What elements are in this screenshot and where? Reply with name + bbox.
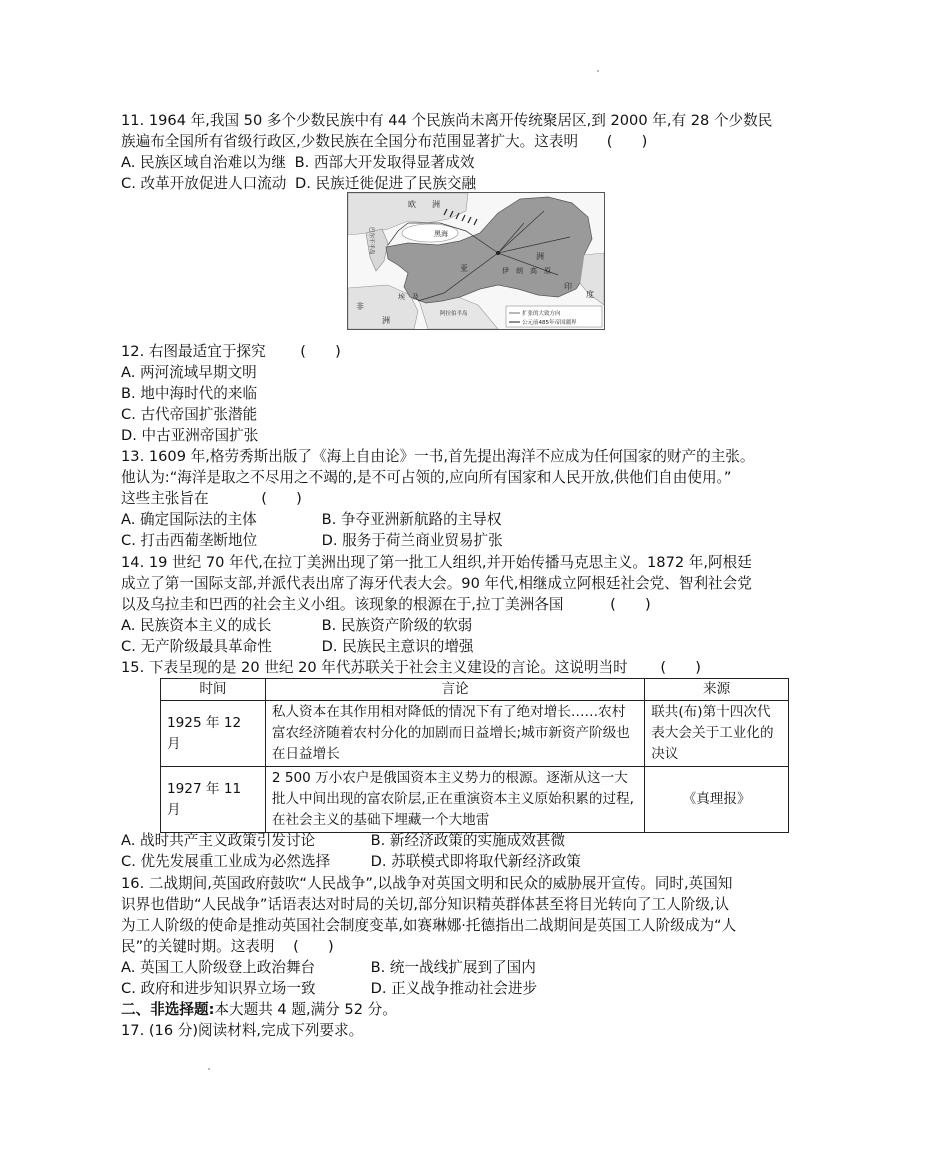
- q12-option-b: B. 地中海时代的来临: [121, 385, 258, 402]
- q11-stem-line-2: [121, 131, 647, 152]
- q12-stem-text: 12. 右图最适宜于探究: [121, 343, 266, 360]
- table-cell-time: 1927 年 11 月: [161, 767, 266, 833]
- black-sea: [402, 224, 458, 242]
- table-header-time: 时间: [161, 679, 266, 701]
- q11-option-d: D. 民族迁徙促进了民族交融: [295, 175, 477, 192]
- q16-option-a: A. 英国工人阶级登上政治舞台: [121, 959, 316, 976]
- scan-dot: [597, 70, 599, 72]
- q16-stem-line-1: 16. 二战期间,英国政府鼓吹“人民战争”,以战争对英国文明和民众的威胁展开宣传。同时,英国知: [121, 875, 733, 892]
- table-cell-source: 联共(布)第十四次代表大会关于工业化的决议: [645, 701, 789, 767]
- q14-options-row-1: [121, 615, 472, 636]
- q12-stem-line: [121, 341, 341, 362]
- q12-answer-paren: ( ): [300, 343, 341, 360]
- map-label-india: 印: [564, 282, 572, 291]
- q16-stem-text: 民”的关键时期。这表明: [121, 938, 275, 955]
- map-label-egypt: 埃 及: [398, 293, 419, 301]
- q15-answer-paren: ( ): [660, 659, 701, 676]
- q13-stem-line-3: [121, 488, 302, 509]
- q14-option-b: B. 民族资产阶级的软弱: [321, 617, 473, 634]
- q11-stem-text: 族遍布全国所有省级行政区,少数民族在全国分布范围显著扩大。这表明: [121, 133, 579, 150]
- q13-stem-line-1: 13. 1609 年,格劳秀斯出版了《海上自由论》一书,首先提出海洋不应成为任何国家的财产的主张。: [121, 448, 755, 465]
- scan-dot: [208, 1068, 210, 1070]
- q11-option-a: A. 民族区域自治难以为继: [121, 154, 286, 171]
- q14-stem-line-2: 成立了第一国际支部,并派代表出席了海牙代表大会。90 年代,相继成立阿根廷社会党、智利社会党: [121, 575, 752, 592]
- q15-quote-table: [160, 678, 789, 833]
- legend-border: 公元前485年帝国疆界: [522, 320, 577, 326]
- q13-options-row-2: [121, 530, 503, 551]
- q14-option-d: D. 民族民主意识的增强: [321, 638, 474, 655]
- q15-option-c: C. 优先发展重工业成为必然选择: [121, 853, 331, 870]
- map-label-europe2: 洲: [432, 200, 440, 209]
- q16-stem-line-3: 为工人阶级的使命是推动英国社会制度变革,如赛琳娜·托德指出二战期间是英国工人阶级成为“人: [121, 917, 737, 934]
- q14-options-row-2: [121, 636, 474, 657]
- map-label-balkan: 巴尔干半岛: [368, 227, 374, 255]
- q13-option-b: B. 争夺亚洲新航路的主导权: [321, 511, 502, 528]
- map-label-africa: 非: [356, 302, 364, 311]
- section2-description: 本大题共 4 题,满分 52 分。: [214, 1001, 397, 1018]
- section2-heading: 二、非选择题:: [121, 1001, 215, 1018]
- q12-option-d: D. 中古亚洲帝国扩张: [121, 427, 259, 444]
- map-label-arabia: 阿拉伯半岛: [440, 311, 468, 317]
- section2-line: [121, 999, 397, 1020]
- table-cell-quote: 私人资本在其作用相对降低的情况下有了绝对增长……农村富农经济随着农村分化的加剧而日益增长;城市新资产阶级也在日益增长: [265, 701, 644, 767]
- map-label-europe: 欧: [408, 200, 416, 209]
- table-cell-quote: 2 500 万小农户是俄国资本主义势力的根源。逐渐从这一大批人中间出现的富农阶层,正在重演资本主义原始积累的过程,在社会主义的基础下埋藏一个大地雷: [265, 767, 644, 833]
- table-cell-source: 《真理报》: [645, 767, 789, 833]
- q12-option-c: C. 古代帝国扩张潜能: [121, 406, 258, 423]
- map-legend: [506, 306, 602, 327]
- q15-stem-text: 15. 下表呈现的是 20 世纪 20 年代苏联关于社会主义建设的言论。这说明当时: [121, 659, 628, 676]
- q11-option-b: B. 西部大开发取得显著成效: [294, 154, 475, 171]
- map-label-asia: 亚: [460, 264, 468, 273]
- legend-expansion: 扩张的大致方向: [522, 311, 561, 317]
- persian-empire-map: [347, 192, 605, 330]
- q11-answer-paren: ( ): [606, 133, 648, 150]
- table-header-row: [161, 679, 789, 701]
- q15-option-b: B. 新经济政策的实施成效甚微: [370, 832, 566, 849]
- q16-stem-line-4: [121, 936, 334, 957]
- q14-option-c: C. 无产阶级最具革命性: [121, 638, 272, 655]
- q16-options-row-1: [121, 957, 536, 978]
- q16-stem-line-2: 识界也借助“人民战争”话语表达对时局的关切,部分知识精英群体甚至将目光转向了工人阶级,认: [121, 896, 730, 913]
- q11-options-row-2: [121, 173, 476, 194]
- q15-stem-line: [121, 657, 701, 678]
- q14-stem-text: 以及乌拉圭和巴西的社会主义小组。该现象的根源在于,拉丁美洲各国: [121, 596, 564, 613]
- q13-option-c: C. 打击西葡垄断地位: [121, 532, 258, 549]
- q16-option-c: C. 政府和进步知识界立场一致: [121, 980, 316, 997]
- q13-option-a: A. 确定国际法的主体: [121, 511, 257, 528]
- q15-option-a: A. 战时共产主义政策引发讨论: [121, 832, 316, 849]
- map-graphic: [348, 193, 604, 329]
- q14-answer-paren: ( ): [610, 596, 651, 613]
- map-label-asia2: 洲: [536, 252, 544, 261]
- map-label-india2: 度: [586, 290, 594, 299]
- q11-option-c: C. 改革开放促进人口流动: [121, 175, 287, 192]
- q15-options-row-1: [121, 830, 565, 851]
- capital-marker: [496, 251, 500, 255]
- q13-option-d: D. 服务于荷兰商业贸易扩张: [321, 532, 503, 549]
- q13-options-row-1: [121, 509, 501, 530]
- q15-options-row-2: [121, 851, 581, 872]
- table-cell-time: 1925 年 12 月: [161, 701, 266, 767]
- q14-stem-line-1: 14. 19 世纪 70 年代,在拉丁美洲出现了第一批工人组织,并开始传播马克思主义。1872 年,阿根廷: [121, 554, 752, 571]
- table-row: [161, 767, 789, 833]
- table-row: [161, 701, 789, 767]
- q16-answer-paren: ( ): [293, 938, 334, 955]
- q16-options-row-2: [121, 978, 537, 999]
- table-header-source: 来源: [645, 679, 789, 701]
- q11-options-row-1: [121, 152, 474, 173]
- q13-answer-paren: ( ): [261, 490, 302, 507]
- map-label-black-sea: 黑海: [434, 230, 448, 238]
- q14-option-a: A. 民族资本主义的成长: [121, 617, 272, 634]
- q15-option-d: D. 苏联模式即将取代新经济政策: [370, 853, 581, 870]
- map-label-balkan-group: [368, 227, 376, 255]
- q11-stem-line-1: 11. 1964 年,我国 50 多个少数民族中有 44 个民族尚未离开传统聚居区,到 2000 年,有 28 个少数民: [121, 112, 773, 129]
- map-label-africa2: 洲: [382, 316, 390, 325]
- q17-stem-line: 17. (16 分)阅读材料,完成下列要求。: [121, 1022, 364, 1039]
- q13-stem-line-2: 他认为:“海洋是取之不尽用之不竭的,是不可占领的,应向所有国家和人民开放,供他们自由使用。”: [121, 469, 732, 486]
- table-header-quote: 言论: [265, 679, 644, 701]
- map-label-iran: 伊 朗 高 原: [502, 267, 551, 275]
- q12-option-a: A. 两河流域早期文明: [121, 364, 257, 381]
- q13-stem-text: 这些主张旨在: [121, 490, 209, 507]
- q14-stem-line-3: [121, 594, 651, 615]
- q16-option-d: D. 正义战争推动社会进步: [370, 980, 538, 997]
- q16-option-b: B. 统一战线扩展到了国内: [370, 959, 536, 976]
